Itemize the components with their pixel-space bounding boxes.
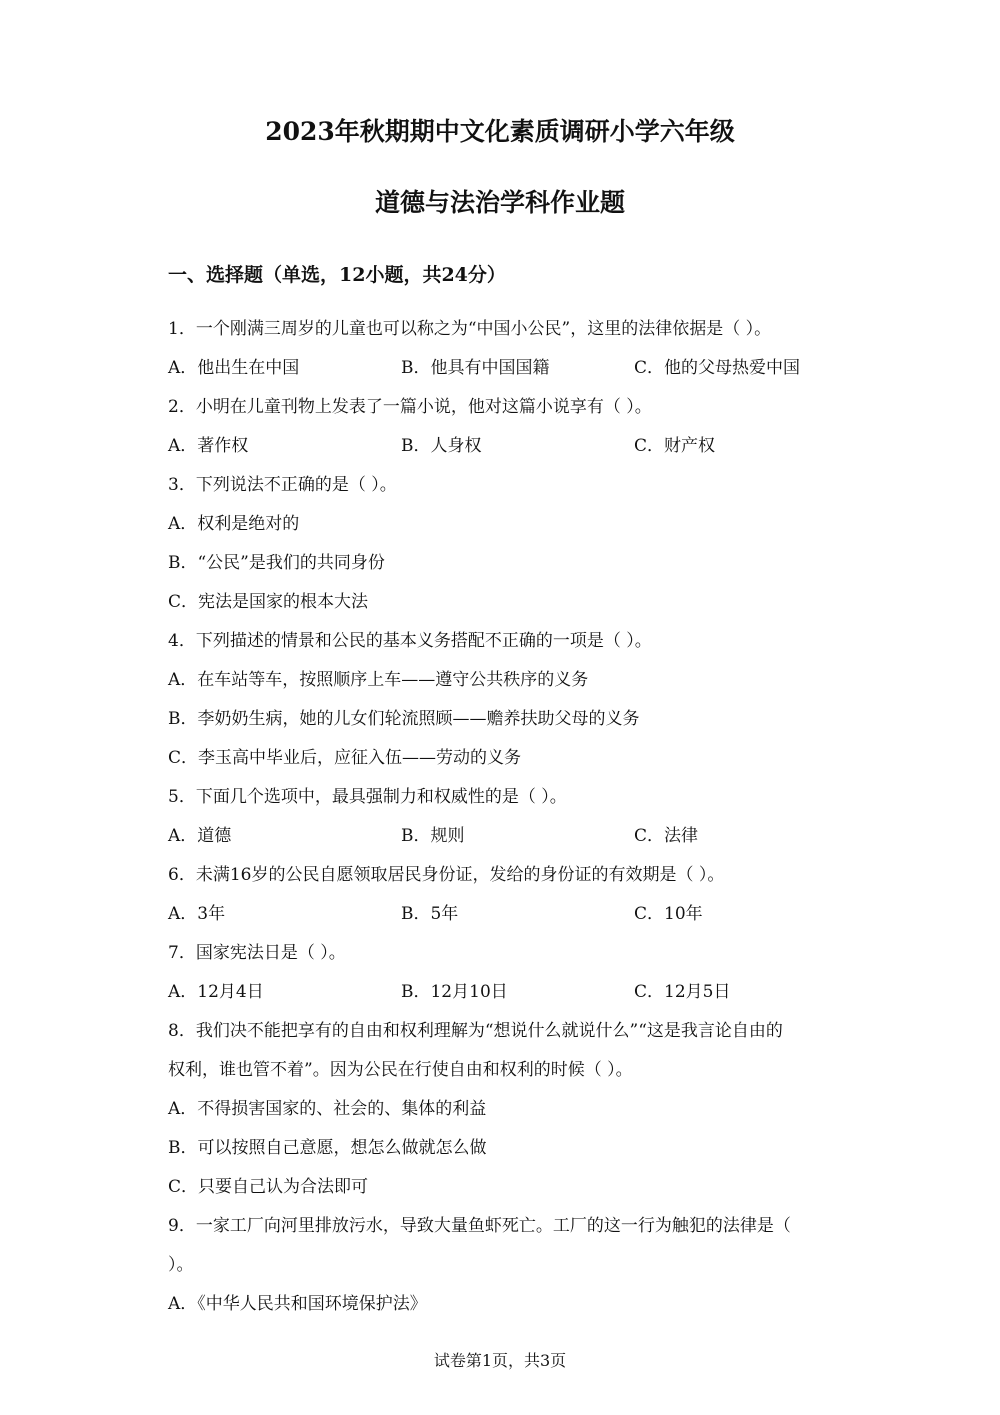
question-stem: 1．一个刚满三周岁的儿童也可以称之为“中国小公民”，这里的法律依据是（ ）。 bbox=[168, 319, 772, 339]
question-stem: 2．小明在儿童刊物上发表了一篇小说，他对这篇小说享有（ ）。 bbox=[168, 397, 652, 417]
option: C．宪法是国家的根本大法 bbox=[168, 592, 369, 612]
option: C．只要自己认为合法即可 bbox=[168, 1177, 369, 1197]
option: B．5年 bbox=[401, 904, 459, 924]
option: B．李奶奶生病，她的儿女们轮流照顾——赡养扶助父母的义务 bbox=[168, 709, 640, 729]
option: A．权利是绝对的 bbox=[168, 514, 300, 534]
option: B．“公民”是我们的共同身份 bbox=[168, 553, 385, 573]
question-stem: 7．国家宪法日是（ ）。 bbox=[168, 943, 346, 963]
option: C．10年 bbox=[634, 904, 703, 924]
option: C．财产权 bbox=[634, 436, 716, 456]
question-stem: 8．我们决不能把享有的自由和权利理解为“想说什么就说什么”“这是我言论自由的 bbox=[168, 1021, 783, 1041]
option: A．《中华人民共和国环境保护法》 bbox=[168, 1294, 427, 1314]
option-row bbox=[168, 431, 836, 470]
option: A．他出生在中国 bbox=[168, 358, 300, 378]
section-heading: 一、选择题（单选，12小题，共24分） bbox=[168, 264, 506, 286]
question-stem: 9．一家工厂向河里排放污水，导致大量鱼虾死亡。工厂的这一行为触犯的法律是（ bbox=[168, 1216, 791, 1236]
option-row bbox=[168, 899, 836, 938]
question-stem-continued: 权利，谁也管不着”。因为公民在行使自由和权利的时候（ ）。 bbox=[168, 1060, 633, 1080]
option: C．他的父母热爱中国 bbox=[634, 358, 801, 378]
document-subtitle: 道德与法治学科作业题 bbox=[374, 188, 625, 217]
question-stem: 4．下列描述的情景和公民的基本义务搭配不正确的一项是（ ）。 bbox=[168, 631, 652, 651]
option: C．12月5日 bbox=[634, 982, 731, 1002]
option: A．道德 bbox=[168, 826, 232, 846]
option: C．李玉高中毕业后，应征入伍——劳动的义务 bbox=[168, 748, 522, 768]
option: B．可以按照自己意愿，想怎么做就怎么做 bbox=[168, 1138, 487, 1158]
page-footer: 试卷第1页，共3页 bbox=[433, 1351, 567, 1370]
option: B．他具有中国国籍 bbox=[401, 358, 550, 378]
question-list bbox=[168, 314, 836, 1328]
question-stem: 6．未满16岁的公民自愿领取居民身份证，发给的身份证的有效期是（ ）。 bbox=[168, 865, 725, 885]
option-row bbox=[168, 353, 836, 392]
option: A．3年 bbox=[168, 904, 226, 924]
question-stem-continued: ）。 bbox=[168, 1255, 194, 1275]
option: A．在车站等车，按照顺序上车——遵守公共秩序的义务 bbox=[168, 670, 589, 690]
option-row bbox=[168, 977, 836, 1016]
question-stem: 3．下列说法不正确的是（ ）。 bbox=[168, 475, 397, 495]
option-row bbox=[168, 821, 836, 860]
option: B．规则 bbox=[401, 826, 465, 846]
option: C．法律 bbox=[634, 826, 699, 846]
option: B．人身权 bbox=[401, 436, 482, 456]
option: A．著作权 bbox=[168, 436, 249, 456]
option: A．12月4日 bbox=[168, 982, 264, 1002]
question-stem: 5．下面几个选项中，最具强制力和权威性的是（ ）。 bbox=[168, 787, 567, 807]
document-title: 2023年秋期期中文化素质调研小学六年级 bbox=[265, 117, 735, 146]
option: A．不得损害国家的、社会的、集体的利益 bbox=[168, 1099, 487, 1119]
option: B．12月10日 bbox=[401, 982, 508, 1002]
